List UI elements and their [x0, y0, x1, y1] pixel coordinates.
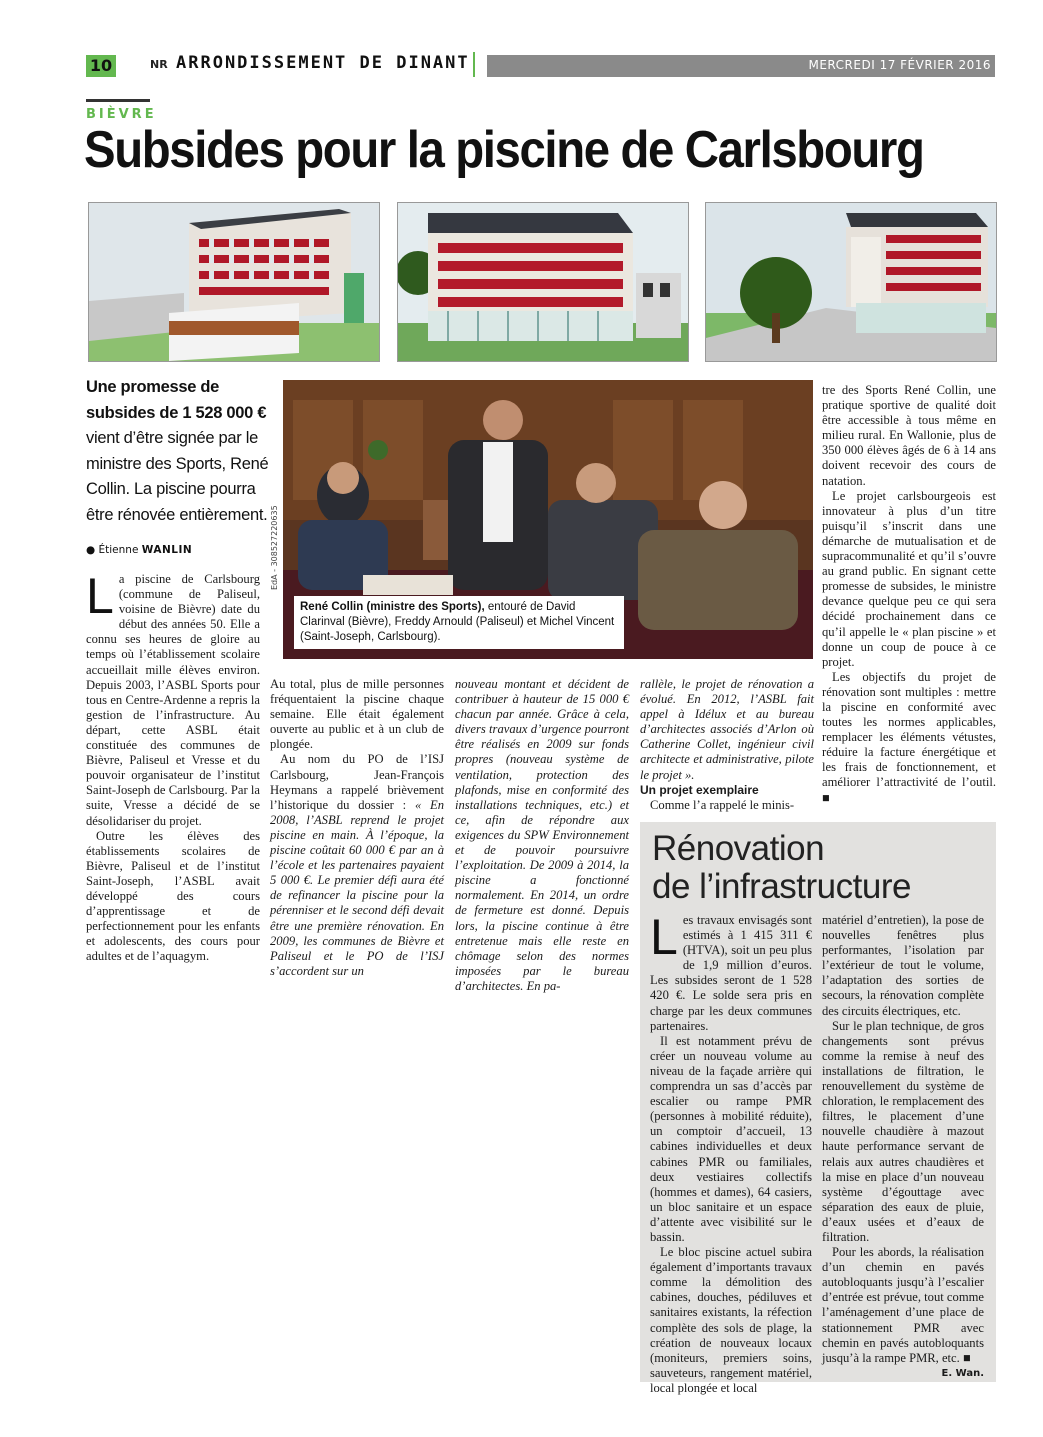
article-column-2: [270, 677, 444, 979]
box-c2-paragraph-1: matériel d’entretien), la pose de nouvelles fenêtres plus performantes, l’isolation par l’extérieur de tout le volume, l’adaptation des sorties de secours, la rénovation complète des circuits électriques, etc.: [822, 913, 984, 1018]
article-column-4: [640, 677, 814, 813]
lead-text: vient d’être signée par le ministre des Sports, René Collin. La piscine pourra être rénovée entièrement.: [86, 429, 269, 524]
building-render-2: [397, 202, 689, 362]
box-signature: E. Wan.: [941, 1367, 984, 1379]
box-c2-paragraph-3: Pour les abords, la réalisation d’un chemin en pavés autobloquants jusqu’à l’escalier d’entrée est prévue, tout comme l’aménagement d’une place de stationnement PMR avec chemin en pavés autobloquants jusqu’à la rampe PMR, etc. ■: [822, 1245, 984, 1365]
lead-bold: Une promesse de subsides de 1 528 000 €: [86, 378, 267, 422]
caption-bold: René Collin (ministre des Sports),: [300, 601, 485, 613]
bullet-icon: ●: [86, 544, 96, 556]
building-render-1: [88, 202, 380, 362]
box-c1-paragraph-2: Il est notamment prévu de créer un nouveau volume au niveau de la façade arrière qui comprendra un sas d’accès par escalier ou rampe PMR (personnes à mobilité réduite), un comptoir d’accueil, 13 cabines individuelles et deux cabines PMR ou familiales, deux vestiaires collectifs (hommes et dames), 64 casiers, un bloc sanitaire et un espace d’attente avec visibilité sur le bassin.: [650, 1033, 812, 1244]
box-title: [652, 830, 911, 906]
photo-caption: [294, 596, 624, 649]
byline-first: Étienne: [98, 544, 139, 556]
box-title-line-2: de l’infrastructure: [652, 867, 911, 906]
lead-paragraph: [86, 375, 276, 529]
photo-credit: EdA - 308527220635: [270, 505, 279, 590]
kicker: BIÈVRE: [86, 107, 157, 122]
col1-paragraph-2: Outre les élèves des établissements scolaires de Bièvre, Paliseul et de l’institut Saint-Joseph, l’ASBL avait développé des cours d’apprentissage et de perfectionnement pour les enfants et adolescents, des cours pour adultes et de l’aquagym.: [86, 828, 260, 964]
page-number: 10: [86, 55, 116, 77]
issue-date: MERCREDI 17 FÉVRIER 2016: [808, 58, 991, 72]
col2-quote: « En 2008, l’ASBL reprend le projet piscine en main. À l’époque, la piscine coûtait 60 000 € par an à l’école et les partenaires payaient 5 000 €. Le premier défi aura été de refinancer la piscine pour la pérenniser et le second défi devait être une première rénovation. En 2009, les communes de Bièvre et Paliseul et le PO de l’ISJ s’accordent sur un: [270, 797, 444, 978]
article-column-3: [455, 677, 629, 994]
dropcap: L: [86, 568, 114, 624]
box-c1-paragraph-3: Le bloc piscine actuel subira également d’importants travaux comme la démolition des cabines, douches, pédiluves et sanitaires existants, la réfection complète des sols de plage, la création de nouveaux locaux (moniteurs, premiers soins, sauveteurs, rangement matériel, local plongée et local: [650, 1245, 812, 1395]
subheading: Un projet exemplaire: [640, 782, 759, 797]
kicker-rule: [86, 99, 150, 102]
col5-paragraph-1: tre des Sports René Collin, une pratique sportive de qualité doit être accessible à tous même en milieu rural. En Wallonie, plus de 350 000 élèves âgés de 6 à 14 ans doivent recevoir des cours de natation.: [822, 383, 996, 488]
caption-text: entouré de David Clarinval (Bièvre), Freddy Arnould (Paliseul) et Michel Vincent (Saint-Joseph, Carlsbourg).: [300, 601, 615, 643]
col5-paragraph-2: Le projet carlsbourgeois est innovateur à plus d’un titre puisqu’il s’inscrit dans une démarche de mutualisation et de supracommunalité et qu’il s’ouvre au grand public. En signant cette promesse de subsides, le ministre devance quelque peu ce qui sera décidé prochainement dans ce qu’il appelle le « plan piscine » et donne un coup de pouce à ce projet.: [822, 488, 996, 669]
box-dropcap: L: [650, 909, 678, 965]
box-c1-paragraph-1: es travaux envisagés sont estimés à 1 415 311 € (HTVA), soit un peu plus de 1,9 million d’euros. Les subsides seront de 1 528 420 €. Le solde sera pris en charge par les deux communes partenaires.: [650, 913, 812, 1033]
col4-paragraph-1: rallèle, le projet de rénovation a évolué. En 2012, l’ASBL fait appel à Idélux et au bureau d’architectes associés d’Arlon où Catherine Collet, ingénieur civil architecte et administrative, pilote le projet ».: [640, 677, 814, 782]
box-c2-paragraph-2: Sur le plan technique, de gros changements sont prévus comme la remise à neuf des installations de filtration, le renouvellement du système de chloration, le remplacement des filtres, le placement d’une nouvelle chaudière à mazout haute performance servant de relais aux autres chaudières et la mise en place d’un nouveau système d’égouttage avec séparation des eaux de pluie, d’eaux usées et d’eaux de filtration.: [822, 1018, 984, 1244]
box-title-line-1: Rénovation: [652, 829, 825, 868]
col4-paragraph-2: Comme l’a rappelé le minis-: [650, 797, 795, 812]
col2-paragraph-1: Au total, plus de mille personnes fréquentaient la piscine chaque semaine. Elle était également ouverte au public et à un club de plongée.: [270, 677, 444, 752]
box-column-1: [650, 909, 812, 1396]
col5-paragraph-3: Les objectifs du projet de rénovation sont multiples : mettre la piscine en conformité avec toutes les normes applicables, remplacer les éléments vétustes, réduire la facture énergétique et les frais de fonctionnement, et améliorer l’attractivité de l’outil. ■: [822, 669, 996, 805]
article-column-5: [822, 383, 996, 806]
byline-last: WANLIN: [141, 544, 193, 556]
box-column-2: [822, 913, 984, 1381]
headline: Subsides pour la piscine de Carlsbourg: [84, 121, 924, 179]
building-render-3: [705, 202, 997, 362]
section-divider: [473, 52, 475, 77]
byline: [86, 544, 192, 556]
col1-paragraph-1: a piscine de Carlsbourg (commune de Paliseul, voisine de Bièvre) date du début des années 50. Elle a connu ses heures de gloire au temps où l’établissement scolaire accueillait mille élèves environ. Depuis 2003, l’ASBL Sports pour tous en Centre-Ardenne a repris la gestion de l’infrastructure. Au départ, cette ASBL était constituée des communes de Bièvre, Paliseul et Vresse et du pouvoir organisateur de l’institut Saint-Joseph de Carlsbourg. Par la suite, Vresse a décidé de se désolidariser du projet.: [86, 572, 260, 828]
col2-paragraph-2: Au nom du PO de l’ISJ Carlsbourg, Jean-François Heymans a rappelé brièvement l’historique du dossier :: [270, 752, 444, 812]
col3-paragraph-1: nouveau montant et décident de contribuer à hauteur de 15 000 € chacun par année. Grâce à cela, divers travaux d’urgence pourront être réalisés en 2009 sur fonds propres (nouveau système de ventilation, protection des plafonds, mise en conformité des installations techniques, etc.) et ce, afin de répondre aux exigences du SPW Environnement et de pouvoir poursuivre l’exploitation. De 2009 à 2014, la piscine a fonctionné normalement. En 2014, un ordre de fermeture est donné. Depuis lors, la piscine continue à être entretenue mais elle reste en chômage selon des normes imposées par le bureau d’architectes. En pa-: [455, 677, 629, 993]
newspaper-logo: NR: [150, 58, 168, 71]
article-column-1: [86, 568, 260, 964]
section-title: ARRONDISSEMENT DE DINANT: [176, 53, 470, 73]
